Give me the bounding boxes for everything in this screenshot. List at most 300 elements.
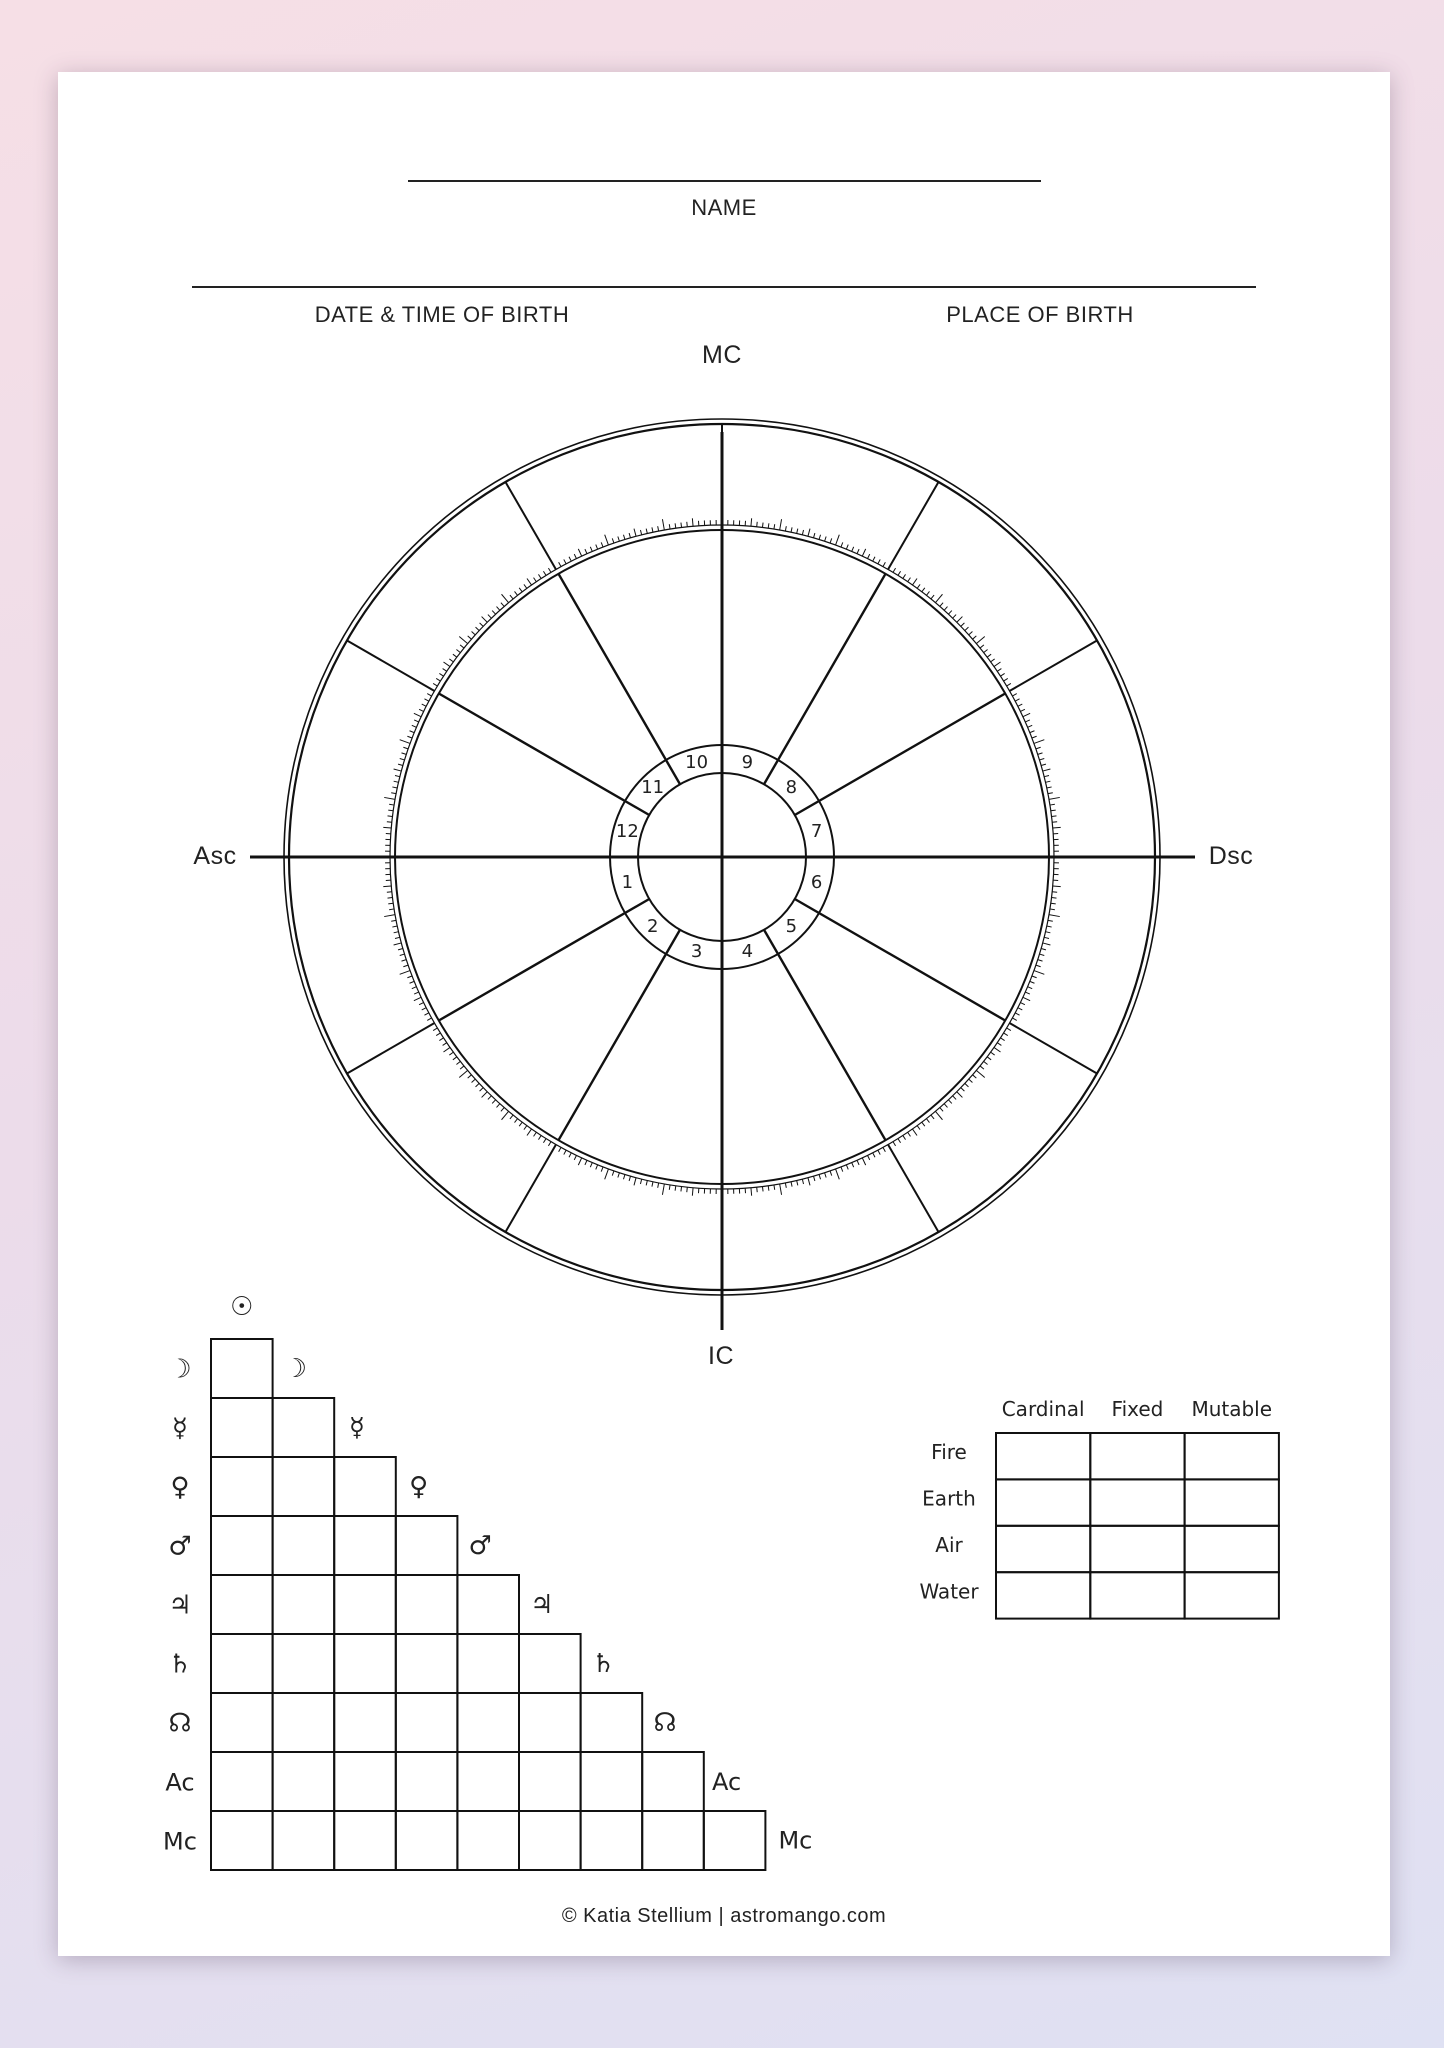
degree-tick xyxy=(400,954,405,955)
degree-tick xyxy=(1020,1003,1024,1005)
degree-tick xyxy=(590,547,592,552)
degree-tick xyxy=(548,568,551,572)
element-row-label: Water xyxy=(919,1579,979,1604)
aspect-cell xyxy=(273,1811,335,1870)
degree-tick xyxy=(917,1126,920,1130)
degree-tick xyxy=(1018,704,1022,706)
degree-tick xyxy=(548,1142,551,1146)
degree-tick xyxy=(387,822,392,823)
modality-cell xyxy=(996,1433,1090,1479)
degree-tick xyxy=(472,632,476,635)
degree-tick xyxy=(578,1158,581,1165)
degree-tick xyxy=(984,1061,988,1064)
house-number-1: 1 xyxy=(621,871,634,893)
degree-tick xyxy=(640,1179,641,1184)
aspect-cell xyxy=(396,1752,458,1811)
degree-tick xyxy=(948,1100,951,1104)
degree-tick xyxy=(1032,736,1037,738)
degree-tick xyxy=(1018,1008,1022,1010)
degree-tick xyxy=(819,1174,820,1179)
degree-tick xyxy=(768,1186,769,1191)
degree-tick xyxy=(388,897,393,898)
degree-tick xyxy=(922,588,925,592)
degree-tick xyxy=(791,1182,792,1187)
degree-tick xyxy=(976,1070,984,1077)
degree-tick xyxy=(629,1176,630,1181)
degree-tick xyxy=(407,976,412,978)
degree-tick xyxy=(383,827,391,828)
aspect-cell xyxy=(457,1575,519,1634)
degree-tick xyxy=(515,591,518,595)
degree-tick xyxy=(389,804,394,805)
degree-tick xyxy=(1023,997,1030,1000)
degree-tick xyxy=(1053,886,1061,887)
birth-place-label: PLACE OF BIRTH xyxy=(946,302,1134,327)
modality-table-cells xyxy=(996,1433,1279,1619)
degree-tick xyxy=(1000,673,1004,676)
aspect-cell xyxy=(581,1811,643,1870)
degree-tick xyxy=(762,1187,763,1192)
degree-tick xyxy=(1025,720,1030,722)
aspect-cell xyxy=(519,1693,581,1752)
aspect-diagonal-label: ☽ xyxy=(283,1354,308,1384)
degree-tick xyxy=(1041,949,1046,950)
degree-tick xyxy=(424,699,428,701)
degree-tick xyxy=(419,1003,423,1005)
sign-divider xyxy=(888,482,939,569)
degree-tick xyxy=(634,1178,636,1186)
house-number-11: 11 xyxy=(641,777,665,799)
degree-tick xyxy=(476,627,480,630)
birth-datetime-label: DATE & TIME OF BIRTH xyxy=(314,302,570,327)
degree-tick xyxy=(612,538,614,543)
degree-tick xyxy=(538,574,541,578)
degree-tick xyxy=(497,1104,500,1108)
degree-tick xyxy=(403,747,408,749)
element-modality-table xyxy=(919,1397,1278,1619)
aspect-diagonal-label: ♄ xyxy=(591,1649,616,1679)
degree-tick xyxy=(652,527,653,532)
degree-tick xyxy=(482,617,488,623)
degree-tick xyxy=(898,1139,901,1143)
aspect-cell xyxy=(273,1457,335,1516)
birth-chart-wheel xyxy=(250,419,1195,1330)
degree-tick xyxy=(605,535,609,545)
modality-cell xyxy=(1185,1479,1279,1525)
degree-tick xyxy=(527,578,532,585)
degree-tick xyxy=(873,557,875,561)
degree-tick xyxy=(569,1153,571,1157)
degree-tick xyxy=(601,542,603,547)
degree-tick xyxy=(387,892,392,893)
aspect-diagonal-label: ♀ xyxy=(409,1472,429,1502)
degree-tick xyxy=(384,915,395,917)
degree-tick xyxy=(524,584,527,588)
degree-tick xyxy=(618,1173,620,1178)
degree-tick xyxy=(1012,694,1016,696)
degree-tick xyxy=(922,1122,925,1126)
degree-tick xyxy=(898,571,901,575)
degree-tick xyxy=(459,637,467,644)
degree-tick xyxy=(1032,976,1037,978)
aspect-cell xyxy=(457,1752,519,1811)
degree-tick xyxy=(433,1028,437,1031)
degree-tick xyxy=(1028,725,1033,727)
degree-tick xyxy=(534,578,537,582)
aspect-cell xyxy=(211,1634,273,1693)
modality-cell xyxy=(1185,1572,1279,1618)
aspect-diagonal-label: ♂ xyxy=(468,1531,492,1561)
aspect-cell xyxy=(581,1693,643,1752)
element-row-label: Earth xyxy=(922,1486,976,1511)
degree-tick xyxy=(646,529,647,534)
degree-tick xyxy=(774,1185,775,1190)
degree-tick xyxy=(957,1092,963,1098)
degree-tick xyxy=(394,932,399,933)
degree-tick xyxy=(1039,954,1044,955)
degree-tick xyxy=(1051,903,1056,904)
degree-tick xyxy=(825,1173,827,1178)
degree-tick xyxy=(961,623,965,626)
ic-angle-label: IC xyxy=(708,1342,734,1370)
degree-tick xyxy=(401,960,406,962)
degree-tick xyxy=(391,793,396,794)
degree-tick xyxy=(601,1167,603,1172)
degree-tick xyxy=(980,1066,984,1069)
aspect-row-label: ♂ xyxy=(168,1531,192,1562)
degree-tick xyxy=(569,557,571,561)
degree-tick xyxy=(808,529,810,537)
degree-tick xyxy=(1023,713,1030,716)
aspect-row-label: Ac xyxy=(165,1768,195,1797)
degree-tick xyxy=(1047,787,1052,788)
degree-tick xyxy=(825,536,827,541)
degree-tick xyxy=(1050,909,1055,910)
degree-tick xyxy=(443,1047,450,1052)
degree-tick xyxy=(449,1052,453,1055)
sign-divider xyxy=(506,1145,557,1232)
degree-tick xyxy=(991,1052,995,1055)
degree-tick xyxy=(395,775,400,776)
house-cusp xyxy=(795,694,1005,816)
degree-tick xyxy=(987,654,991,657)
degree-tick xyxy=(976,637,984,644)
degree-tick xyxy=(585,1160,587,1165)
degree-tick xyxy=(1043,769,1051,771)
degree-tick xyxy=(852,1163,854,1168)
house-number-2: 2 xyxy=(646,915,659,937)
house-number-7: 7 xyxy=(810,821,823,843)
degree-tick xyxy=(681,523,682,528)
degree-tick xyxy=(768,523,769,528)
degree-tick xyxy=(857,549,859,554)
degree-tick xyxy=(862,549,865,556)
degree-tick xyxy=(780,519,782,530)
degree-tick xyxy=(1038,753,1043,755)
degree-tick xyxy=(519,588,522,592)
house-number-4: 4 xyxy=(741,941,754,963)
modality-cell xyxy=(1090,1433,1184,1479)
aspect-cell xyxy=(457,1634,519,1693)
degree-tick xyxy=(836,535,840,545)
degree-tick xyxy=(433,683,437,686)
degree-tick xyxy=(1036,965,1041,967)
degree-tick xyxy=(640,530,641,535)
degree-tick xyxy=(646,1180,647,1185)
degree-tick xyxy=(480,623,484,626)
degree-tick xyxy=(1030,981,1035,983)
degree-tick xyxy=(468,1075,472,1078)
degree-tick xyxy=(658,1183,659,1188)
degree-tick xyxy=(1048,920,1053,921)
degree-tick xyxy=(388,810,393,811)
aspect-diagonal-label: ♃ xyxy=(530,1590,554,1620)
degree-tick xyxy=(394,769,402,771)
degree-tick xyxy=(403,965,408,967)
degree-tick xyxy=(1000,1038,1004,1041)
sign-divider xyxy=(506,482,557,569)
modality-column-header: Mutable xyxy=(1191,1397,1273,1421)
degree-tick xyxy=(965,1083,969,1086)
degree-tick xyxy=(973,1075,977,1078)
degree-tick xyxy=(878,1150,880,1154)
degree-tick xyxy=(574,554,576,558)
degree-tick xyxy=(751,1188,752,1196)
aspect-cell xyxy=(211,1516,273,1575)
degree-tick xyxy=(524,1126,527,1130)
degree-tick xyxy=(1038,960,1043,962)
degree-tick xyxy=(1036,747,1041,749)
degree-tick xyxy=(994,662,1001,667)
degree-tick xyxy=(1045,932,1050,933)
aspect-cell xyxy=(519,1752,581,1811)
aspect-cell xyxy=(334,1575,396,1634)
degree-tick xyxy=(926,591,929,595)
degree-tick xyxy=(443,669,447,672)
degree-tick xyxy=(436,1033,440,1036)
degree-tick xyxy=(830,538,832,543)
modality-cell xyxy=(1090,1526,1184,1572)
degree-tick xyxy=(388,903,393,904)
aspect-cell xyxy=(334,1516,396,1575)
degree-tick xyxy=(449,659,453,662)
degree-tick xyxy=(453,654,457,657)
degree-tick xyxy=(488,1096,491,1100)
sign-divider xyxy=(888,1145,939,1232)
degree-tick xyxy=(908,578,911,582)
degree-tick xyxy=(623,1174,624,1179)
degree-tick xyxy=(412,725,417,727)
degree-tick xyxy=(893,1142,896,1146)
degree-tick xyxy=(1052,822,1057,823)
degree-tick xyxy=(973,636,977,639)
degree-tick xyxy=(926,1119,929,1123)
degree-tick xyxy=(692,1188,693,1196)
degree-tick xyxy=(395,937,400,938)
degree-tick xyxy=(605,1169,609,1179)
aspect-row-label: ♃ xyxy=(168,1590,192,1621)
house-number-3: 3 xyxy=(690,941,703,963)
degree-tick xyxy=(1004,1033,1008,1036)
degree-tick xyxy=(497,607,500,611)
degree-tick xyxy=(878,559,880,563)
degree-tick xyxy=(948,611,951,615)
degree-tick xyxy=(1044,937,1049,938)
degree-tick xyxy=(1045,781,1050,782)
degree-tick xyxy=(439,1038,443,1041)
modality-cell xyxy=(1090,1479,1184,1525)
degree-tick xyxy=(1028,987,1033,989)
degree-tick xyxy=(419,709,423,711)
degree-tick xyxy=(1052,892,1057,893)
degree-tick xyxy=(456,1061,460,1064)
modality-column-header: Cardinal xyxy=(1001,1397,1085,1421)
degree-tick xyxy=(814,1176,815,1181)
degree-tick xyxy=(912,1129,917,1136)
degree-tick xyxy=(883,1147,885,1151)
degree-tick xyxy=(791,527,792,532)
degree-tick xyxy=(852,547,854,552)
degree-tick xyxy=(681,1187,682,1192)
aspect-row-label: ☊ xyxy=(168,1708,192,1739)
degree-tick xyxy=(652,1182,653,1187)
degree-tick xyxy=(527,1129,532,1136)
aspect-cell xyxy=(334,1811,396,1870)
degree-tick xyxy=(1034,740,1044,744)
degree-tick xyxy=(984,650,988,653)
degree-tick xyxy=(578,549,581,556)
aspect-cell xyxy=(704,1811,766,1870)
aspect-cell xyxy=(211,1811,273,1870)
degree-tick xyxy=(422,1008,426,1010)
degree-tick xyxy=(1051,810,1056,811)
degree-tick xyxy=(1030,731,1035,733)
modality-cell xyxy=(1185,1433,1279,1479)
aspect-cell xyxy=(396,1575,458,1634)
aspect-cell xyxy=(457,1811,519,1870)
degree-tick xyxy=(501,603,504,607)
degree-tick xyxy=(1047,926,1052,927)
degree-tick xyxy=(398,764,403,765)
house-number-9: 9 xyxy=(741,751,754,773)
degree-tick xyxy=(482,1092,488,1098)
degree-tick xyxy=(814,533,815,538)
degree-tick xyxy=(965,627,969,630)
degree-tick xyxy=(836,1169,840,1179)
degree-tick xyxy=(515,1119,518,1123)
degree-tick xyxy=(1004,678,1008,681)
degree-tick xyxy=(1025,992,1030,994)
degree-tick xyxy=(757,522,758,527)
degree-tick xyxy=(873,1153,875,1157)
degree-tick xyxy=(443,1043,447,1046)
degree-tick xyxy=(453,1057,457,1060)
degree-tick xyxy=(596,1165,598,1170)
degree-tick xyxy=(1049,797,1060,799)
degree-tick xyxy=(543,571,546,575)
degree-tick xyxy=(629,533,630,538)
degree-tick xyxy=(472,1079,476,1082)
degree-tick xyxy=(1052,897,1057,898)
house-number-8: 8 xyxy=(785,777,798,799)
degree-tick xyxy=(931,1115,934,1119)
degree-tick xyxy=(574,1155,576,1159)
degree-tick xyxy=(846,1165,848,1170)
degree-tick xyxy=(797,529,798,534)
modality-cell xyxy=(1090,1572,1184,1618)
mc-angle-label: MC xyxy=(702,341,742,369)
aspect-cell xyxy=(519,1634,581,1693)
name-label: NAME xyxy=(691,195,757,220)
degree-tick xyxy=(662,1184,664,1195)
aspect-row-label: ♀ xyxy=(170,1472,190,1503)
degree-tick xyxy=(1052,816,1057,817)
aspect-cell xyxy=(519,1811,581,1870)
degree-tick xyxy=(797,1180,798,1185)
degree-tick xyxy=(476,1083,480,1086)
degree-tick xyxy=(953,615,956,619)
sign-divider xyxy=(347,1023,434,1074)
aspect-cell xyxy=(273,1752,335,1811)
degree-tick xyxy=(944,1104,947,1108)
degree-tick xyxy=(439,673,443,676)
dsc-angle-label: Dsc xyxy=(1208,842,1254,870)
degree-tick xyxy=(868,1155,870,1159)
degree-tick xyxy=(427,694,431,696)
degree-tick xyxy=(687,522,688,527)
aspect-cell xyxy=(334,1752,396,1811)
degree-tick xyxy=(394,781,399,782)
aspect-row-label: ☿ xyxy=(172,1413,188,1444)
degree-tick xyxy=(407,736,412,738)
degree-tick xyxy=(935,1111,942,1119)
degree-tick xyxy=(427,1018,431,1020)
degree-tick xyxy=(675,523,676,528)
degree-tick xyxy=(412,987,417,989)
degree-tick xyxy=(590,1163,592,1168)
degree-tick xyxy=(543,1139,546,1143)
degree-tick xyxy=(1039,758,1044,759)
aspect-cell xyxy=(642,1752,704,1811)
degree-tick xyxy=(414,713,421,716)
degree-tick xyxy=(912,578,917,585)
aspect-cell xyxy=(334,1457,396,1516)
degree-tick xyxy=(908,1132,911,1136)
degree-tick xyxy=(1020,709,1024,711)
aspect-cell xyxy=(396,1693,458,1752)
aspect-row-label: ☽ xyxy=(168,1354,192,1385)
degree-tick xyxy=(1041,764,1046,765)
degree-tick xyxy=(468,636,472,639)
degree-tick xyxy=(808,1178,810,1186)
degree-tick xyxy=(953,1096,956,1100)
degree-tick xyxy=(780,1184,782,1195)
aspect-cell xyxy=(273,1693,335,1752)
degree-tick xyxy=(692,518,693,526)
element-row-label: Air xyxy=(935,1533,963,1557)
footer-credit: © Katia Stellium | astromango.com xyxy=(561,1905,887,1927)
degree-tick xyxy=(903,1135,906,1139)
house-number-5: 5 xyxy=(785,915,798,937)
degree-tick xyxy=(1044,775,1049,776)
degree-tick xyxy=(623,535,624,540)
asc-angle-label: Asc xyxy=(193,842,237,870)
degree-tick xyxy=(868,554,870,558)
degree-tick xyxy=(757,1187,758,1192)
degree-tick xyxy=(903,574,906,578)
house-cusp xyxy=(559,930,681,1140)
degree-tick xyxy=(400,740,410,744)
